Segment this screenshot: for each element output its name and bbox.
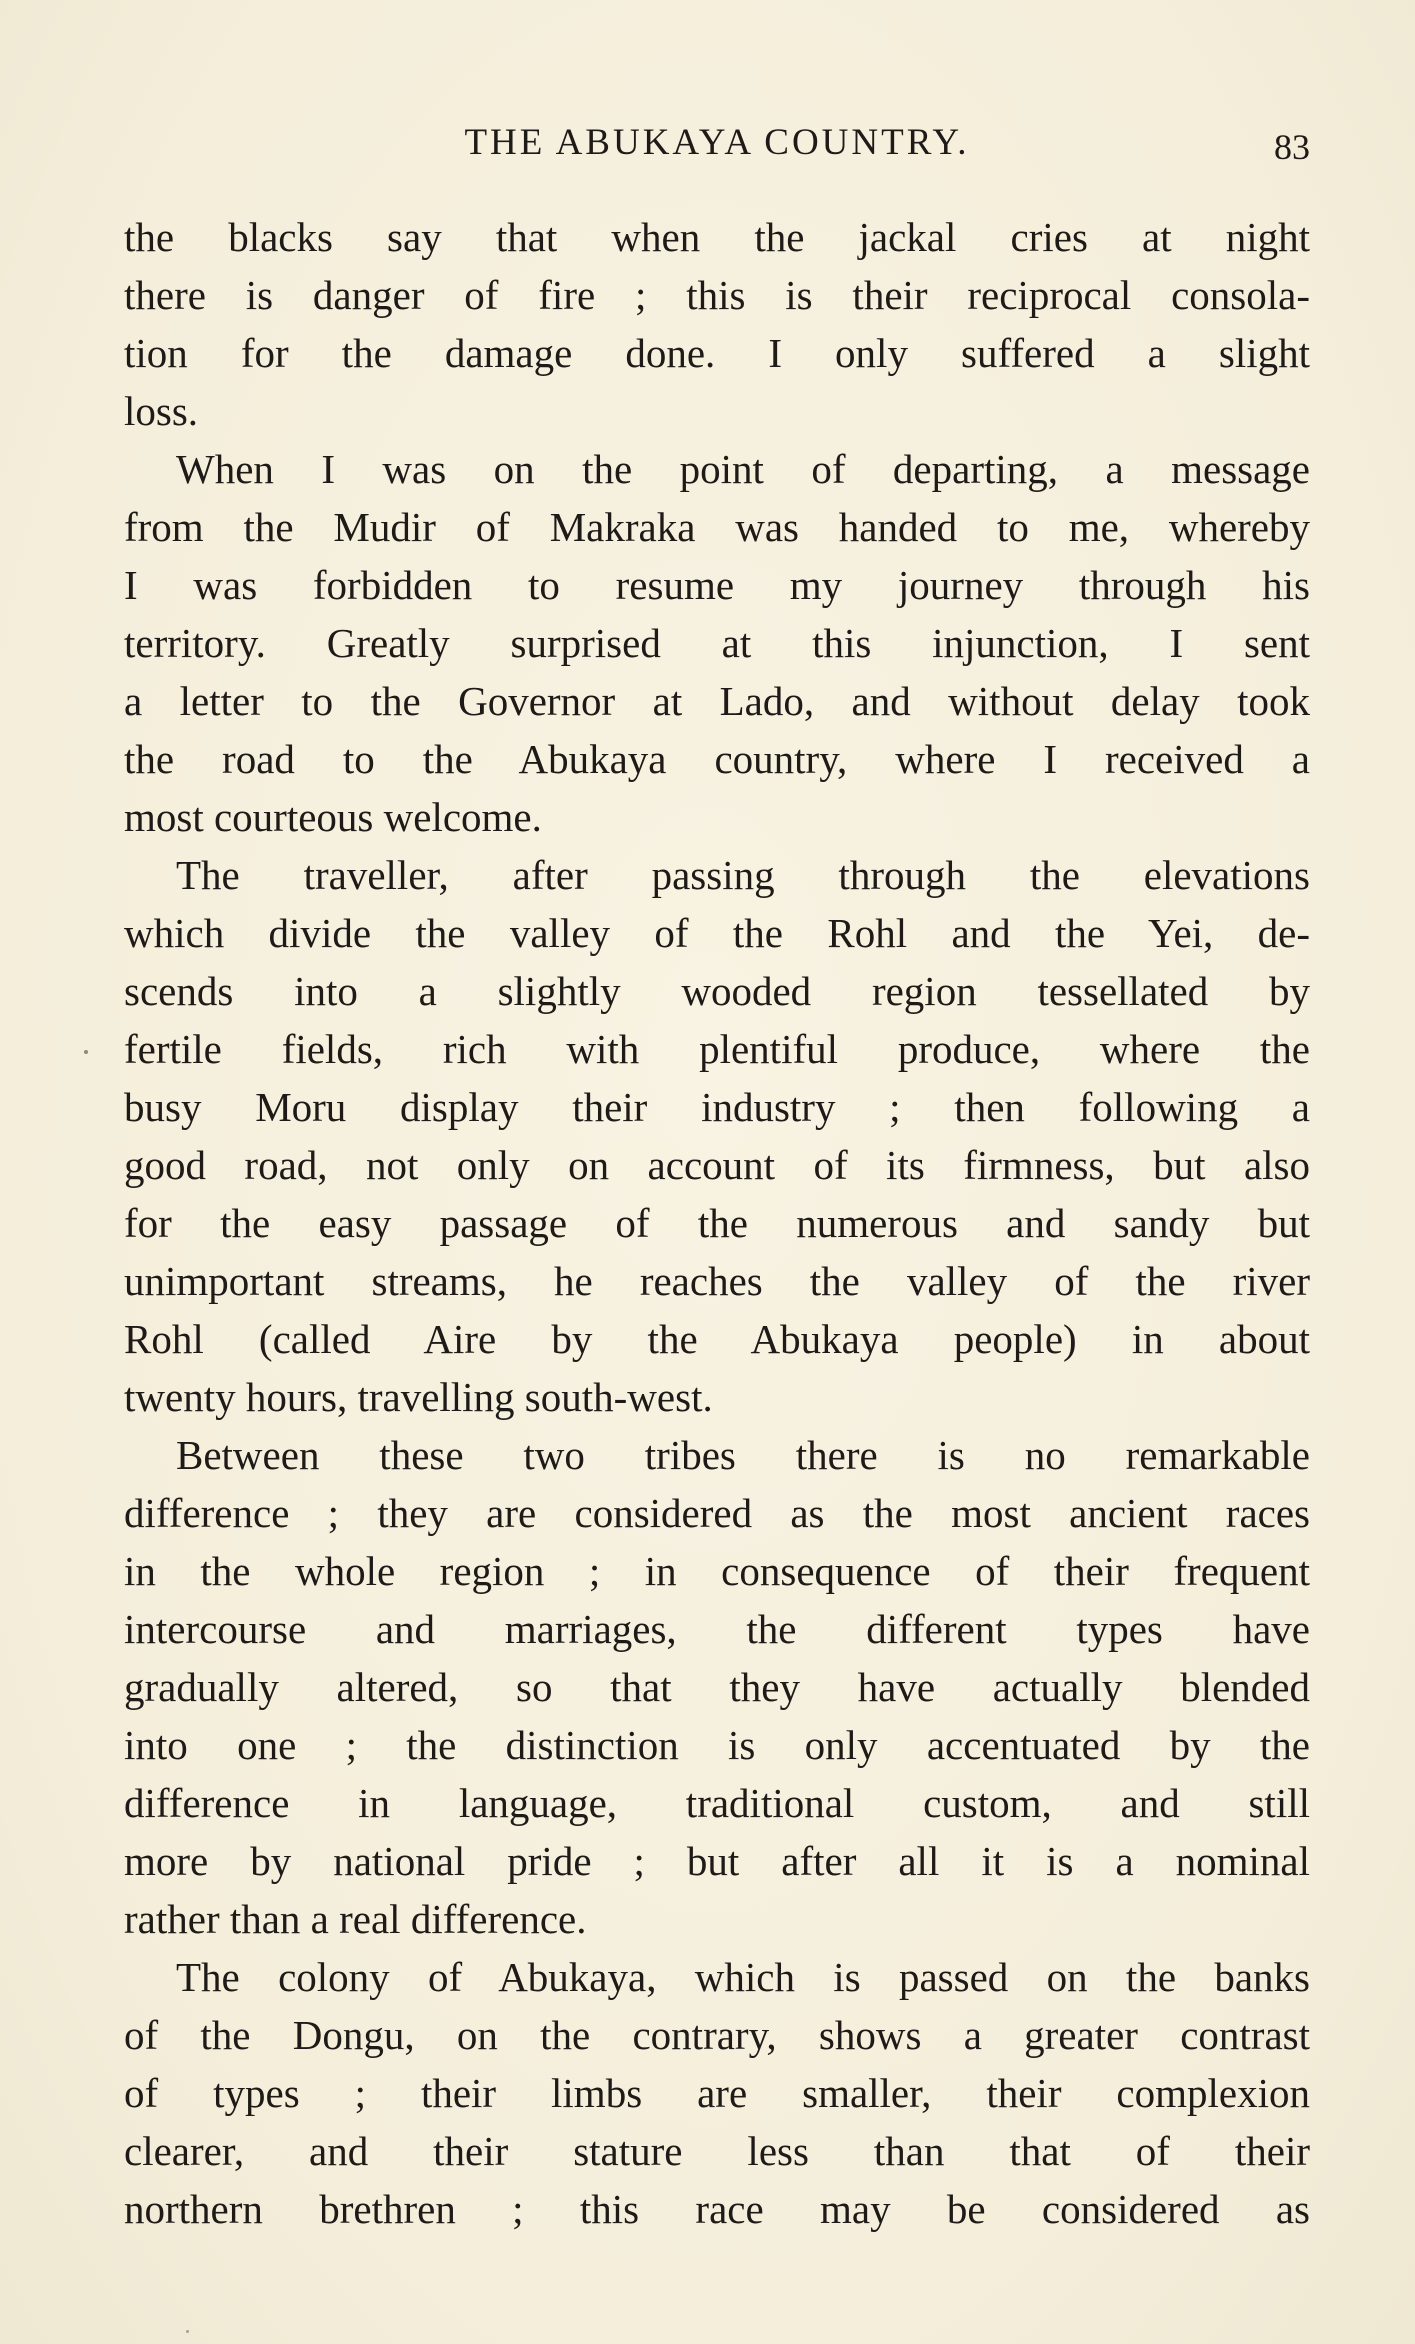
text-line: the road to the Abukaya country, where I received a <box>124 736 1310 782</box>
text-line: more by national pride ; but after all it is a nominal <box>124 1838 1310 1884</box>
text-line: into one ; the distinction is only accentuated by the <box>124 1722 1310 1768</box>
running-title: THE ABUKAYA COUNTRY. <box>464 122 970 163</box>
text-line: clearer, and their stature less than that of their <box>124 2128 1310 2174</box>
text-line: there is danger of fire ; this is their reciprocal consola- <box>124 272 1310 318</box>
margin-speck <box>186 2330 189 2333</box>
text-line: loss. <box>124 388 199 434</box>
text-line: twenty hours, travelling south-west. <box>124 1374 713 1420</box>
text-line: When I was on the point of departing, a message <box>176 446 1310 492</box>
text-line: Rohl (called Aire by the Abukaya people) in about <box>124 1316 1310 1362</box>
text-line: fertile fields, rich with plentiful produce, where the <box>124 1026 1310 1072</box>
body-text <box>124 208 1310 2238</box>
text-line: tion for the damage done. I only suffered a slight <box>124 330 1310 376</box>
text-line: unimportant streams, he reaches the valley of the river <box>124 1258 1310 1304</box>
text-line: northern brethren ; this race may be considered as <box>124 2186 1310 2232</box>
text-line: busy Moru display their industry ; then following a <box>124 1084 1310 1130</box>
text-line: of types ; their limbs are smaller, their complexion <box>124 2070 1310 2116</box>
margin-speck <box>84 1050 88 1054</box>
running-head <box>124 118 1310 168</box>
text-line: a letter to the Governor at Lado, and without delay took <box>124 678 1310 724</box>
text-line: difference in language, traditional custom, and still <box>124 1780 1310 1826</box>
text-line: good road, not only on account of its firmness, but also <box>124 1142 1310 1188</box>
text-line: gradually altered, so that they have actually blended <box>124 1664 1310 1710</box>
text-line: The traveller, after passing through the elevations <box>176 852 1310 898</box>
text-line: from the Mudir of Makraka was handed to me, whereby <box>124 504 1310 550</box>
text-line: intercourse and marriages, the different types have <box>124 1606 1310 1652</box>
text-line: the blacks say that when the jackal cries at night <box>124 214 1310 260</box>
page-number: 83 <box>1274 127 1310 167</box>
text-line: of the Dongu, on the contrary, shows a greater contrast <box>124 2012 1310 2058</box>
text-line: difference ; they are considered as the most ancient races <box>124 1490 1310 1536</box>
text-line: rather than a real difference. <box>124 1896 587 1942</box>
text-line: Between these two tribes there is no remarkable <box>176 1432 1310 1478</box>
text-line: territory. Greatly surprised at this injunction, I sent <box>124 620 1310 666</box>
text-line: The colony of Abukaya, which is passed on the banks <box>176 1954 1310 2000</box>
text-line: which divide the valley of the Rohl and the Yei, de- <box>124 910 1310 956</box>
text-line: in the whole region ; in consequence of their frequent <box>124 1548 1310 1594</box>
text-line: I was forbidden to resume my journey through his <box>124 562 1310 608</box>
text-line: most courteous welcome. <box>124 794 542 840</box>
text-line: for the easy passage of the numerous and sandy but <box>124 1200 1310 1246</box>
text-line: scends into a slightly wooded region tessellated by <box>124 968 1310 1014</box>
